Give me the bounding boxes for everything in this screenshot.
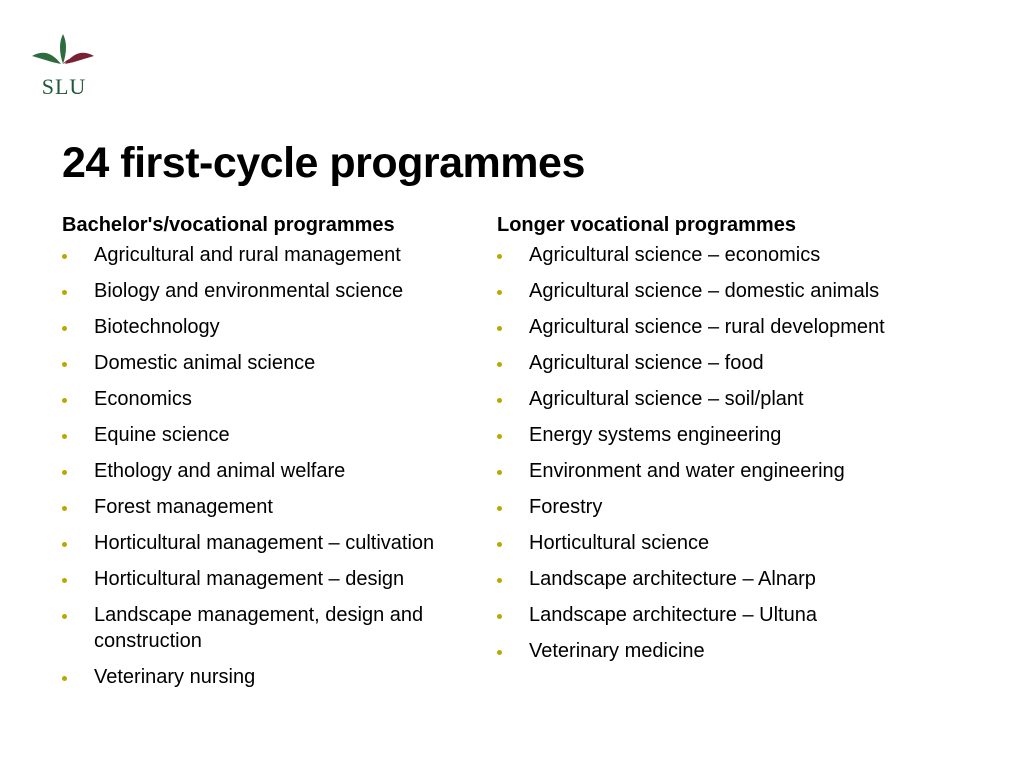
bullet-icon <box>497 278 509 304</box>
column-heading: Longer vocational programmes <box>497 214 796 236</box>
bullet-icon <box>62 664 74 690</box>
bullet-icon <box>497 602 509 628</box>
leaf-logo-icon <box>30 30 96 74</box>
list-item-label: Domestic animal science <box>94 352 316 374</box>
longer-programmes-column <box>497 212 967 674</box>
list-item <box>497 314 967 340</box>
list-item-label: Agricultural science – domestic animals <box>529 280 880 302</box>
bullet-icon <box>497 638 509 664</box>
list-item <box>62 494 494 520</box>
list-item <box>62 350 494 376</box>
list-item-label: Agricultural science – food <box>529 352 764 374</box>
list-item-label: Veterinary medicine <box>529 640 705 662</box>
bullet-icon <box>62 494 74 520</box>
list-item-label: Landscape management, design and construction <box>94 604 424 652</box>
list-item <box>497 494 967 520</box>
list-item-label: Economics <box>94 388 192 410</box>
bullet-icon <box>497 350 509 376</box>
page-title: 24 first-cycle programmes <box>62 139 585 187</box>
list-item-label: Agricultural science – soil/plant <box>529 388 804 410</box>
list-item <box>62 602 494 654</box>
bachelor-programmes-column <box>62 212 492 700</box>
list-item <box>62 530 494 556</box>
bullet-icon <box>62 530 74 556</box>
bullet-icon <box>497 242 509 268</box>
list-item-label: Landscape architecture – Alnarp <box>529 568 816 590</box>
bullet-icon <box>497 494 509 520</box>
programme-list <box>62 242 492 690</box>
list-item-label: Equine science <box>94 424 230 446</box>
list-item <box>62 242 494 268</box>
list-item-label: Forest management <box>94 496 273 518</box>
bullet-icon <box>62 422 74 448</box>
list-item <box>497 566 967 592</box>
bullet-icon <box>62 458 74 484</box>
list-item <box>62 386 494 412</box>
list-item-label: Ethology and animal welfare <box>94 460 346 482</box>
bullet-icon <box>62 278 74 304</box>
list-item-label: Agricultural and rural management <box>94 244 401 266</box>
list-item <box>497 278 967 304</box>
list-item <box>497 458 967 484</box>
list-item <box>497 530 967 556</box>
list-item <box>62 664 494 690</box>
list-item-label: Agricultural science – economics <box>529 244 821 266</box>
list-item <box>62 314 494 340</box>
list-item-label: Agricultural science – rural development <box>529 316 885 338</box>
column-heading: Bachelor's/vocational programmes <box>62 214 395 236</box>
list-item-label: Horticultural science <box>529 532 710 554</box>
bullet-icon <box>497 314 509 340</box>
bullet-icon <box>62 566 74 592</box>
programme-list <box>497 242 967 664</box>
list-item <box>497 386 967 412</box>
list-item-label: Energy systems engineering <box>529 424 782 446</box>
list-item-label: Biotechnology <box>94 316 220 338</box>
bullet-icon <box>497 530 509 556</box>
slu-logo <box>30 30 96 100</box>
bullet-icon <box>497 386 509 412</box>
list-item <box>497 422 967 448</box>
bullet-icon <box>62 386 74 412</box>
bullet-icon <box>62 350 74 376</box>
list-item <box>497 638 967 664</box>
list-item <box>497 350 967 376</box>
logo-text: SLU <box>41 74 87 99</box>
bullet-icon <box>497 458 509 484</box>
bullet-icon <box>62 314 74 340</box>
bullet-icon <box>497 422 509 448</box>
list-item-label: Biology and environmental science <box>94 280 404 302</box>
bullet-icon <box>497 566 509 592</box>
bullet-icon <box>62 602 74 628</box>
list-item <box>497 242 967 268</box>
list-item <box>62 458 494 484</box>
list-item <box>497 602 967 628</box>
bullet-icon <box>62 242 74 268</box>
list-item <box>62 278 494 304</box>
list-item <box>62 422 494 448</box>
list-item-label: Environment and water engineering <box>529 460 845 482</box>
list-item-label: Horticultural management – design <box>94 568 405 590</box>
list-item-label: Horticultural management – cultivation <box>94 532 435 554</box>
list-item <box>62 566 494 592</box>
list-item-label: Landscape architecture – Ultuna <box>529 604 817 626</box>
list-item-label: Veterinary nursing <box>94 666 256 688</box>
list-item-label: Forestry <box>529 496 603 518</box>
